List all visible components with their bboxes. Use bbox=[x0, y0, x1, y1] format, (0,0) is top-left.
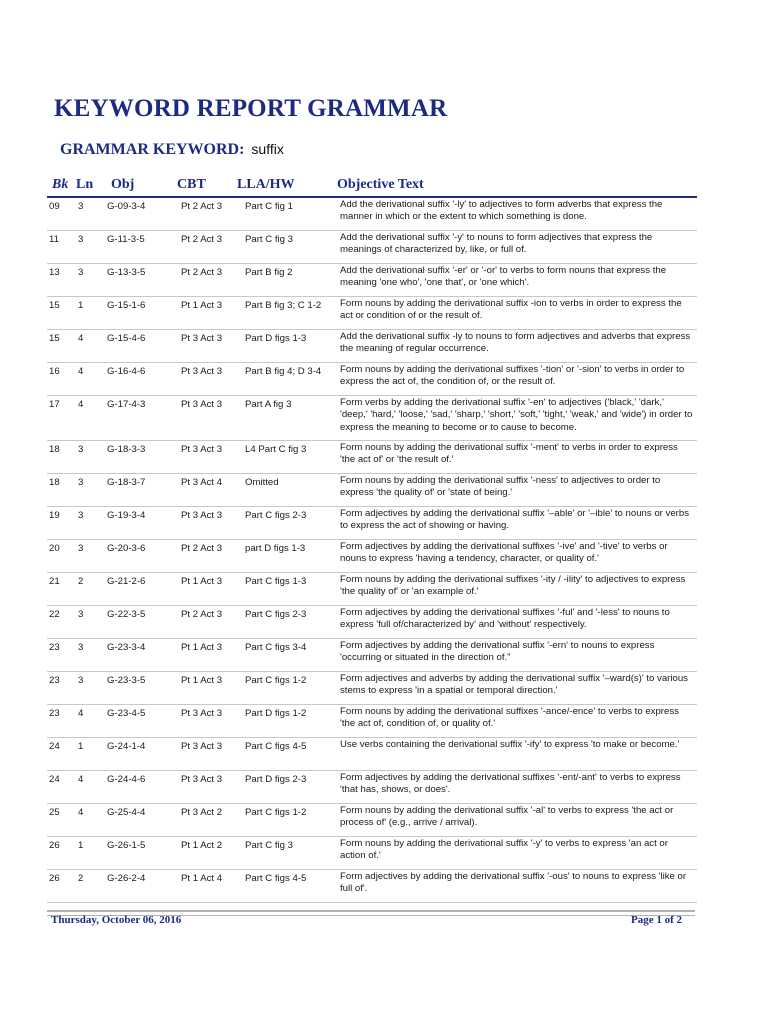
cell-obj: G-26-1-5 bbox=[107, 840, 146, 851]
cell-cbt: Pt 3 Act 2 bbox=[181, 807, 223, 818]
keyword-line bbox=[60, 141, 284, 159]
table-row bbox=[47, 738, 697, 771]
cell-ln: 4 bbox=[78, 708, 84, 719]
cell-cbt: Pt 3 Act 3 bbox=[181, 444, 223, 455]
cell-lla-hw: Part C figs 1-2 bbox=[245, 807, 307, 818]
cell-obj: G-19-3-4 bbox=[107, 510, 146, 521]
cell-ln: 3 bbox=[78, 510, 84, 521]
cell-objective-text: Form nouns by adding the derivational suffix -ion to verbs in order to express the act or condition of or the result of. bbox=[340, 298, 682, 322]
column-header-objective-text: Objective Text bbox=[337, 177, 424, 192]
cell-cbt: Pt 3 Act 3 bbox=[181, 510, 223, 521]
cell-objective-text: Add the derivational suffix '-y' to nouns to form adjectives that express the meanings of characterized by, like, or full of. bbox=[340, 232, 653, 256]
cell-obj: G-23-3-5 bbox=[107, 675, 146, 686]
cell-obj: G-21-2-6 bbox=[107, 576, 146, 587]
table-row bbox=[47, 474, 697, 507]
cell-lla-hw: Part C figs 1-3 bbox=[245, 576, 307, 587]
cell-bk: 19 bbox=[49, 510, 60, 521]
cell-bk: 16 bbox=[49, 366, 60, 377]
table-row bbox=[47, 264, 697, 297]
cell-ln: 3 bbox=[78, 642, 84, 653]
footer-date: Thursday, October 06, 2016 bbox=[51, 914, 182, 926]
cell-lla-hw: Part C figs 4-5 bbox=[245, 873, 307, 884]
cell-bk: 22 bbox=[49, 609, 60, 620]
table-row bbox=[47, 363, 697, 396]
table-row bbox=[47, 606, 697, 639]
table-row bbox=[47, 441, 697, 474]
cell-objective-text: Form adjectives by adding the derivational suffixes '-ive' and '-tive' to verbs or nouns to express 'having a tendency, character, or quality of.' bbox=[340, 541, 668, 565]
table-row bbox=[47, 639, 697, 672]
cell-lla-hw: Part C figs 1-2 bbox=[245, 675, 307, 686]
cell-objective-text: Form nouns by adding the derivational suffix '-y' to verbs to express 'an act or action of.' bbox=[340, 838, 668, 862]
cell-ln: 3 bbox=[78, 609, 84, 620]
cell-objective-text: Form nouns by adding the derivational suffix '-al' to verbs to express 'the act or process of' (e.g., arrive / arrival). bbox=[340, 805, 674, 829]
cell-bk: 17 bbox=[49, 399, 60, 410]
cell-bk: 15 bbox=[49, 333, 60, 344]
cell-lla-hw: Part A fig 3 bbox=[245, 399, 292, 410]
cell-lla-hw: Part D figs 1-2 bbox=[245, 708, 307, 719]
footer-page-number: Page 1 of 2 bbox=[630, 914, 682, 926]
cell-cbt: Pt 3 Act 3 bbox=[181, 399, 223, 410]
cell-lla-hw: part D figs 1-3 bbox=[245, 543, 306, 554]
cell-objective-text: Add the derivational suffix '-ly' to adjectives to form adverbs that express the manner in which or the extent to which something is done. bbox=[340, 199, 663, 223]
cell-cbt: Pt 2 Act 3 bbox=[181, 609, 223, 620]
cell-objective-text: Form nouns by adding the derivational suffixes '-tion' or '-sion' to verbs in order to express the act of, the condition of, or the result of. bbox=[340, 364, 685, 388]
cell-obj: G-24-1-4 bbox=[107, 741, 146, 752]
column-header-bk: Bk bbox=[52, 177, 69, 192]
cell-obj: G-13-3-5 bbox=[107, 267, 146, 278]
cell-bk: 21 bbox=[49, 576, 60, 587]
cell-lla-hw: Part B fig 4; D 3-4 bbox=[245, 366, 322, 377]
cell-cbt: Pt 3 Act 3 bbox=[181, 333, 223, 344]
cell-bk: 15 bbox=[49, 300, 60, 311]
cell-objective-text: Form adjectives by adding the derivational suffix '–able' or '–ible' to nouns or verbs to express the act of showing or having. bbox=[340, 508, 689, 532]
table-row bbox=[47, 771, 697, 804]
cell-objective-text: Form adjectives by adding the derivational suffixes '-ent/-ant' to verbs to express 'that has, shows, or does'. bbox=[340, 772, 681, 796]
cell-objective-text: Use verbs containing the derivational suffix '-ify' to express 'to make or become.' bbox=[340, 739, 680, 750]
cell-cbt: Pt 2 Act 3 bbox=[181, 267, 223, 278]
cell-ln: 2 bbox=[78, 873, 84, 884]
cell-objective-text: Form nouns by adding the derivational suffixes '-ity / -ility' to adjectives to express 'the quality of' or 'an example of.' bbox=[340, 574, 686, 598]
cell-obj: G-24-4-6 bbox=[107, 774, 146, 785]
table-row bbox=[47, 330, 697, 363]
cell-cbt: Pt 3 Act 4 bbox=[181, 477, 223, 488]
cell-lla-hw: Part C figs 2-3 bbox=[245, 609, 307, 620]
report-title: KEYWORD REPORT GRAMMAR bbox=[54, 95, 448, 122]
cell-obj: G-11-3-5 bbox=[107, 234, 145, 245]
cell-cbt: Pt 1 Act 3 bbox=[181, 675, 223, 686]
cell-bk: 09 bbox=[49, 201, 60, 212]
table-row bbox=[47, 804, 697, 837]
cell-ln: 1 bbox=[78, 300, 84, 311]
cell-cbt: Pt 1 Act 2 bbox=[181, 840, 223, 851]
cell-ln: 4 bbox=[78, 366, 84, 377]
keyword-value: suffix bbox=[251, 141, 284, 157]
cell-obj: G-26-2-4 bbox=[107, 873, 146, 884]
cell-objective-text: Form adjectives by adding the derivational suffixes '-ful' and '-less' to nouns to express 'full of/characterized by' and 'without' respectively. bbox=[340, 607, 670, 631]
table-row bbox=[47, 540, 697, 573]
table-row bbox=[47, 837, 697, 870]
cell-cbt: Pt 3 Act 3 bbox=[181, 774, 223, 785]
table-row bbox=[47, 573, 697, 606]
cell-ln: 4 bbox=[78, 807, 84, 818]
cell-cbt: Pt 2 Act 3 bbox=[181, 201, 223, 212]
table-row bbox=[47, 297, 697, 330]
cell-obj: G-23-3-4 bbox=[107, 642, 146, 653]
cell-ln: 1 bbox=[78, 840, 84, 851]
cell-lla-hw: Part B fig 3; C 1-2 bbox=[245, 300, 322, 311]
cell-lla-hw: Part C figs 3-4 bbox=[245, 642, 307, 653]
report-table bbox=[47, 198, 697, 903]
cell-bk: 18 bbox=[49, 444, 60, 455]
cell-bk: 24 bbox=[49, 774, 60, 785]
cell-objective-text: Form adjectives by adding the derivational suffix '-ous' to nouns to express 'like or full of'. bbox=[340, 871, 687, 895]
cell-ln: 4 bbox=[78, 774, 84, 785]
cell-objective-text: Add the derivational suffix -ly to nouns to form adjectives and adverbs that express the meaning of regular occurrence. bbox=[340, 331, 691, 355]
cell-bk: 11 bbox=[49, 234, 59, 245]
column-header-ln: Ln bbox=[76, 177, 94, 192]
cell-ln: 3 bbox=[78, 675, 84, 686]
cell-objective-text: Form verbs by adding the derivational suffix '-en' to adjectives ('black,' 'dark,' 'deep,' 'hard,' 'loose,' 'sad,' 'sharp,' 'short,' 'soft,' 'tight,' 'weak,' and 'wide') in order to express the meaning to become or to cause to become. bbox=[340, 397, 693, 433]
table-row bbox=[47, 870, 697, 903]
cell-ln: 2 bbox=[78, 576, 84, 587]
cell-obj: G-15-4-6 bbox=[107, 333, 146, 344]
cell-obj: G-20-3-6 bbox=[107, 543, 146, 554]
cell-lla-hw: Part C figs 4-5 bbox=[245, 741, 307, 752]
cell-ln: 3 bbox=[78, 201, 84, 212]
cell-ln: 3 bbox=[78, 444, 84, 455]
cell-bk: 23 bbox=[49, 675, 60, 686]
cell-ln: 1 bbox=[78, 741, 84, 752]
cell-obj: G-18-3-3 bbox=[107, 444, 146, 455]
cell-obj: G-23-4-5 bbox=[107, 708, 146, 719]
cell-obj: G-16-4-6 bbox=[107, 366, 146, 377]
cell-obj: G-09-3-4 bbox=[107, 201, 146, 212]
cell-cbt: Pt 2 Act 3 bbox=[181, 543, 223, 554]
cell-lla-hw: Part C fig 3 bbox=[245, 840, 293, 851]
cell-cbt: Pt 1 Act 3 bbox=[181, 300, 223, 311]
cell-obj: G-15-1-6 bbox=[107, 300, 146, 311]
table-row bbox=[47, 396, 697, 441]
table-row bbox=[47, 507, 697, 540]
cell-lla-hw: Part C fig 3 bbox=[245, 234, 293, 245]
cell-ln: 3 bbox=[78, 543, 84, 554]
cell-lla-hw: Part C fig 1 bbox=[245, 201, 293, 212]
cell-cbt: Pt 3 Act 3 bbox=[181, 366, 223, 377]
column-header-obj: Obj bbox=[111, 177, 135, 192]
table-row bbox=[47, 198, 697, 231]
cell-lla-hw: Part D figs 2-3 bbox=[245, 774, 307, 785]
cell-objective-text: Form adjectives and adverbs by adding the derivational suffix '–ward(s)' to various stems to express 'in a spatial or temporal direction.' bbox=[340, 673, 688, 697]
cell-bk: 23 bbox=[49, 708, 60, 719]
cell-ln: 3 bbox=[78, 267, 84, 278]
cell-obj: G-25-4-4 bbox=[107, 807, 146, 818]
column-header-cbt: CBT bbox=[177, 177, 206, 192]
cell-bk: 18 bbox=[49, 477, 60, 488]
cell-lla-hw: Part C figs 2-3 bbox=[245, 510, 307, 521]
cell-cbt: Pt 1 Act 4 bbox=[181, 873, 223, 884]
cell-ln: 3 bbox=[78, 477, 84, 488]
cell-ln: 4 bbox=[78, 333, 84, 344]
cell-objective-text: Form nouns by adding the derivational suffix '-ness' to adjectives to order to express 'the quality of' or 'state of being.' bbox=[340, 475, 661, 499]
cell-ln: 4 bbox=[78, 399, 84, 410]
table-row bbox=[47, 672, 697, 705]
cell-objective-text: Add the derivational suffix '-er' or '-or' to verbs to form nouns that express the meaning 'one who', 'one that', or 'one which'. bbox=[340, 265, 667, 289]
cell-bk: 24 bbox=[49, 741, 60, 752]
cell-lla-hw: Part B fig 2 bbox=[245, 267, 293, 278]
cell-lla-hw: Part D figs 1-3 bbox=[245, 333, 307, 344]
column-header-lla-hw: LLA/HW bbox=[237, 177, 295, 192]
cell-cbt: Pt 3 Act 3 bbox=[181, 708, 223, 719]
cell-lla-hw: Omitted bbox=[245, 477, 279, 488]
cell-objective-text: Form nouns by adding the derivational suffixes '-ance/-ence' to verbs to express 'the act of, condition of, or quality of.' bbox=[340, 706, 679, 730]
cell-cbt: Pt 2 Act 3 bbox=[181, 234, 223, 245]
cell-bk: 13 bbox=[49, 267, 60, 278]
cell-objective-text: Form adjectives by adding the derivational suffix '-ern' to nouns to express 'occurring or situated in the direction of." bbox=[340, 640, 655, 664]
table-row bbox=[47, 231, 697, 264]
cell-bk: 23 bbox=[49, 642, 60, 653]
cell-bk: 26 bbox=[49, 840, 60, 851]
cell-bk: 20 bbox=[49, 543, 60, 554]
cell-bk: 26 bbox=[49, 873, 60, 884]
cell-objective-text: Form nouns by adding the derivational suffix '-ment' to verbs in order to express 'the act of' or 'the result of.' bbox=[340, 442, 678, 466]
cell-obj: G-18-3-7 bbox=[107, 477, 146, 488]
table-row bbox=[47, 705, 697, 738]
cell-obj: G-22-3-5 bbox=[107, 609, 146, 620]
cell-bk: 25 bbox=[49, 807, 60, 818]
keyword-label: GRAMMAR KEYWORD: bbox=[60, 141, 245, 158]
cell-cbt: Pt 1 Act 3 bbox=[181, 642, 223, 653]
cell-ln: 3 bbox=[78, 234, 84, 245]
cell-cbt: Pt 1 Act 3 bbox=[181, 576, 223, 587]
cell-cbt: Pt 3 Act 3 bbox=[181, 741, 223, 752]
cell-obj: G-17-4-3 bbox=[107, 399, 146, 410]
cell-lla-hw: L4 Part C fig 3 bbox=[245, 444, 307, 455]
